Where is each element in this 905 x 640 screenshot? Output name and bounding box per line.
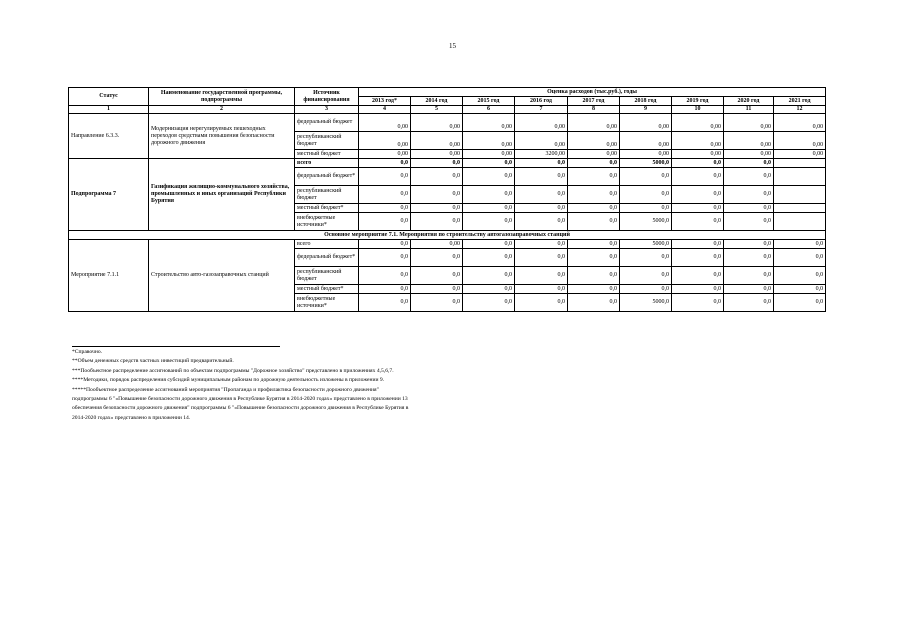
value-cell: 0,0 — [359, 168, 411, 186]
value-cell: 0,0 — [463, 159, 515, 168]
value-cell: 0,0 — [672, 159, 724, 168]
col-number: 8 — [568, 106, 620, 114]
value-cell: 0,0 — [774, 294, 826, 312]
source-cell: внебюджетные источники* — [295, 213, 359, 231]
block-measure-7-1-1 — [69, 240, 826, 312]
value-cell: 0,0 — [620, 186, 672, 204]
value-cell: 0,00 — [359, 132, 411, 150]
source-cell: всего — [295, 240, 359, 249]
value-cell: 0,0 — [672, 213, 724, 231]
value-cell: 0,0 — [463, 213, 515, 231]
value-cell: 0,0 — [672, 249, 724, 267]
footnote-line: **Объем денежных средств частных инвестиций предварительный. — [72, 358, 234, 365]
value-cell: 0,00 — [672, 150, 724, 159]
value-cell: 0,0 — [411, 204, 463, 213]
value-cell: 0,0 — [724, 249, 774, 267]
year-header: 2017 год — [568, 97, 620, 106]
value-cell: 0,0 — [463, 285, 515, 294]
status-cell: Подпрограмма 7 — [69, 159, 149, 231]
table-header — [69, 88, 826, 114]
value-cell: 0,0 — [359, 186, 411, 204]
year-header: 2018 год — [620, 97, 672, 106]
source-cell: местный бюджет* — [295, 285, 359, 294]
value-cell: 0,0 — [411, 249, 463, 267]
value-cell: 0,0 — [359, 294, 411, 312]
value-cell: 5000,0 — [620, 240, 672, 249]
value-cell: 0,0 — [515, 285, 568, 294]
value-cell: 0,0 — [359, 240, 411, 249]
value-cell: 0,00 — [411, 240, 463, 249]
col-number: 9 — [620, 106, 672, 114]
value-cell: 0,0 — [568, 249, 620, 267]
value-cell: 0,0 — [359, 285, 411, 294]
footnote-line: обеспечения безопасности дорожного движения" подпрограммы 6 "«Повышение безопасности дорожного движения в Республике Бурятия в — [72, 405, 409, 412]
footnotes — [72, 348, 572, 423]
value-cell: 0,0 — [463, 240, 515, 249]
value-cell: 0,00 — [672, 132, 724, 150]
value-cell: 0,0 — [568, 213, 620, 231]
value-cell: 0,0 — [463, 294, 515, 312]
year-header: 2021 год — [774, 97, 826, 106]
value-cell: 0,00 — [463, 150, 515, 159]
value-cell: 0,00 — [724, 150, 774, 159]
value-cell: 0,0 — [515, 249, 568, 267]
value-cell — [774, 159, 826, 168]
value-cell: 0,0 — [774, 285, 826, 294]
value-cell: 0,00 — [672, 114, 724, 132]
col-number: 2 — [149, 106, 295, 114]
source-cell: всего — [295, 159, 359, 168]
value-cell: 0,0 — [568, 240, 620, 249]
value-cell: 0,00 — [411, 150, 463, 159]
value-cell: 0,0 — [359, 159, 411, 168]
page-number: 15 — [449, 42, 456, 50]
value-cell: 0,0 — [620, 249, 672, 267]
value-cell: 0,00 — [568, 114, 620, 132]
col-number: 10 — [672, 106, 724, 114]
table-row — [69, 240, 826, 249]
value-cell: 0,00 — [515, 132, 568, 150]
block-direction-6-3-3 — [69, 114, 826, 159]
name-cell: Газификация жилищно-коммунального хозяйства, промышленных и иных организаций Республики Бурятия — [149, 159, 295, 231]
value-cell: 0,0 — [774, 249, 826, 267]
value-cell: 0,00 — [774, 132, 826, 150]
value-cell: 0,0 — [568, 285, 620, 294]
value-cell: 0,0 — [411, 213, 463, 231]
value-cell: 0,0 — [724, 159, 774, 168]
source-cell: федеральный бюджет — [295, 114, 359, 132]
source-cell: местный бюджет* — [295, 204, 359, 213]
value-cell: 0,00 — [620, 114, 672, 132]
source-cell: федеральный бюджет* — [295, 168, 359, 186]
value-cell: 0,0 — [724, 294, 774, 312]
value-cell: 0,00 — [411, 132, 463, 150]
value-cell: 0,0 — [568, 186, 620, 204]
value-cell: 5000,0 — [620, 213, 672, 231]
value-cell: 0,00 — [359, 150, 411, 159]
value-cell: 0,0 — [724, 213, 774, 231]
col-number: 12 — [774, 106, 826, 114]
value-cell: 0,0 — [724, 168, 774, 186]
footnote-line: 2014-2020 годах» представлено в приложении 14. — [72, 414, 191, 421]
value-cell: 0,0 — [672, 204, 724, 213]
col-number: 7 — [515, 106, 568, 114]
value-cell: 0,0 — [359, 204, 411, 213]
source-cell: республиканский бюджет — [295, 132, 359, 150]
value-cell: 0,0 — [724, 204, 774, 213]
value-cell: 0,0 — [724, 186, 774, 204]
value-cell: 0,0 — [568, 294, 620, 312]
value-cell: 0,0 — [359, 249, 411, 267]
source-cell: местный бюджет — [295, 150, 359, 159]
value-cell: 0,0 — [411, 294, 463, 312]
name-cell: Строительство авто-газозаправочных станций — [149, 240, 295, 312]
col-number: 4 — [359, 106, 411, 114]
value-cell: 0,0 — [774, 240, 826, 249]
value-cell: 0,00 — [463, 114, 515, 132]
name-header: Наименование государственной программы, подпрограммы — [149, 88, 295, 106]
value-cell: 0,0 — [724, 240, 774, 249]
value-cell: 0,0 — [463, 267, 515, 285]
value-cell: 0,0 — [515, 213, 568, 231]
source-header: Источник финансирования — [295, 88, 359, 106]
value-cell: 0,00 — [359, 114, 411, 132]
value-cell: 0,0 — [515, 267, 568, 285]
value-cell: 0,0 — [411, 168, 463, 186]
section-row — [69, 231, 826, 240]
value-cell: 0,0 — [463, 249, 515, 267]
value-cell: 0,00 — [568, 150, 620, 159]
col-number: 11 — [724, 106, 774, 114]
value-cell: 0,0 — [672, 285, 724, 294]
value-cell: 0,0 — [411, 285, 463, 294]
value-cell: 0,00 — [724, 114, 774, 132]
value-cell: 0,0 — [411, 159, 463, 168]
section-title: Основное мероприятие 7.1. Мероприятия по строительству автогазозаправочных станций — [69, 231, 826, 240]
value-cell: 0,00 — [620, 132, 672, 150]
value-cell: 0,0 — [672, 186, 724, 204]
col-number: 5 — [411, 106, 463, 114]
col-number: 3 — [295, 106, 359, 114]
estimate-header: Оценка расходов (тыс.руб.), годы — [359, 88, 826, 97]
value-cell: 0,0 — [515, 204, 568, 213]
value-cell: 0,00 — [463, 132, 515, 150]
table-row — [69, 114, 826, 132]
value-cell: 0,0 — [411, 186, 463, 204]
value-cell: 0,0 — [463, 168, 515, 186]
footnote-line: ***Пообъектное распределение ассигнований по объектам подпрограммы "Дорожное хозяйство" представлено в приложениях 4,5,6,7. — [72, 367, 394, 374]
value-cell: 0,00 — [774, 150, 826, 159]
value-cell: 0,0 — [620, 285, 672, 294]
footnote-separator — [72, 346, 280, 347]
value-cell: 0,0 — [463, 204, 515, 213]
status-header: Статус — [69, 88, 149, 106]
source-cell: республиканский бюджет — [295, 186, 359, 204]
source-cell: республиканский бюджет — [295, 267, 359, 285]
name-cell: Модернизация нерегулируемых пешеходных переходов средствами повышения безопасности дорожного движения — [149, 114, 295, 159]
table-row — [69, 159, 826, 168]
value-cell: 0,0 — [672, 240, 724, 249]
footnote-line: ****Методики, порядок распределения субсидий муниципальным районам по дорожную деятельность изложены в приложении 9. — [72, 377, 385, 384]
value-cell: 0,00 — [620, 150, 672, 159]
year-header: 2015 год — [463, 97, 515, 106]
footnote-line: подпрограммы 6 "«Повышение безопасности дорожного движения в Республике Бурятия в 2014-2020 годах» представлено в приложении 13 — [72, 396, 408, 403]
value-cell — [774, 186, 826, 204]
col-number: 6 — [463, 106, 515, 114]
source-cell: федеральный бюджет* — [295, 249, 359, 267]
value-cell — [774, 213, 826, 231]
value-cell: 0,00 — [774, 114, 826, 132]
value-cell: 0,0 — [463, 186, 515, 204]
value-cell: 0,0 — [515, 186, 568, 204]
value-cell: 0,00 — [411, 114, 463, 132]
value-cell: 0,0 — [774, 267, 826, 285]
value-cell: 0,0 — [620, 204, 672, 213]
value-cell: 0,00 — [515, 114, 568, 132]
year-header: 2013 год* — [359, 97, 411, 106]
status-cell: Направление 6.3.3. — [69, 114, 149, 159]
value-cell: 0,0 — [568, 168, 620, 186]
value-cell: 0,0 — [568, 159, 620, 168]
col-number: 1 — [69, 106, 149, 114]
block-subprogram-7 — [69, 159, 826, 231]
value-cell: 5000,0 — [620, 159, 672, 168]
value-cell: 0,0 — [359, 267, 411, 285]
value-cell: 0,0 — [672, 294, 724, 312]
value-cell: 0,00 — [724, 132, 774, 150]
year-header: 2016 год — [515, 97, 568, 106]
value-cell: 0,0 — [620, 267, 672, 285]
status-cell: Мероприятие 7.1.1 — [69, 240, 149, 312]
expenditure-table — [68, 87, 826, 312]
value-cell: 0,0 — [359, 213, 411, 231]
value-cell: 0,0 — [672, 168, 724, 186]
year-header: 2014 год — [411, 97, 463, 106]
value-cell: 0,0 — [568, 267, 620, 285]
value-cell: 0,0 — [515, 294, 568, 312]
footnote-line: *Справочно. — [72, 349, 103, 355]
value-cell: 3200,00 — [515, 150, 568, 159]
value-cell — [774, 168, 826, 186]
value-cell: 0,0 — [724, 267, 774, 285]
value-cell: 0,0 — [411, 267, 463, 285]
value-cell: 0,0 — [724, 285, 774, 294]
value-cell: 0,0 — [515, 168, 568, 186]
value-cell: 0,0 — [568, 204, 620, 213]
value-cell: 0,0 — [672, 267, 724, 285]
value-cell: 0,0 — [515, 159, 568, 168]
source-cell: внебюджетные источники* — [295, 294, 359, 312]
value-cell — [774, 204, 826, 213]
value-cell: 0,0 — [515, 240, 568, 249]
year-header: 2020 год — [724, 97, 774, 106]
year-header: 2019 год — [672, 97, 724, 106]
value-cell: 5000,0 — [620, 294, 672, 312]
value-cell: 0,0 — [620, 168, 672, 186]
value-cell: 0,00 — [568, 132, 620, 150]
footnote-line: *****Пообъектное распределение ассигнований мероприятия "Пропаганда и профилактика безопасности дорожного движения" — [72, 386, 379, 393]
